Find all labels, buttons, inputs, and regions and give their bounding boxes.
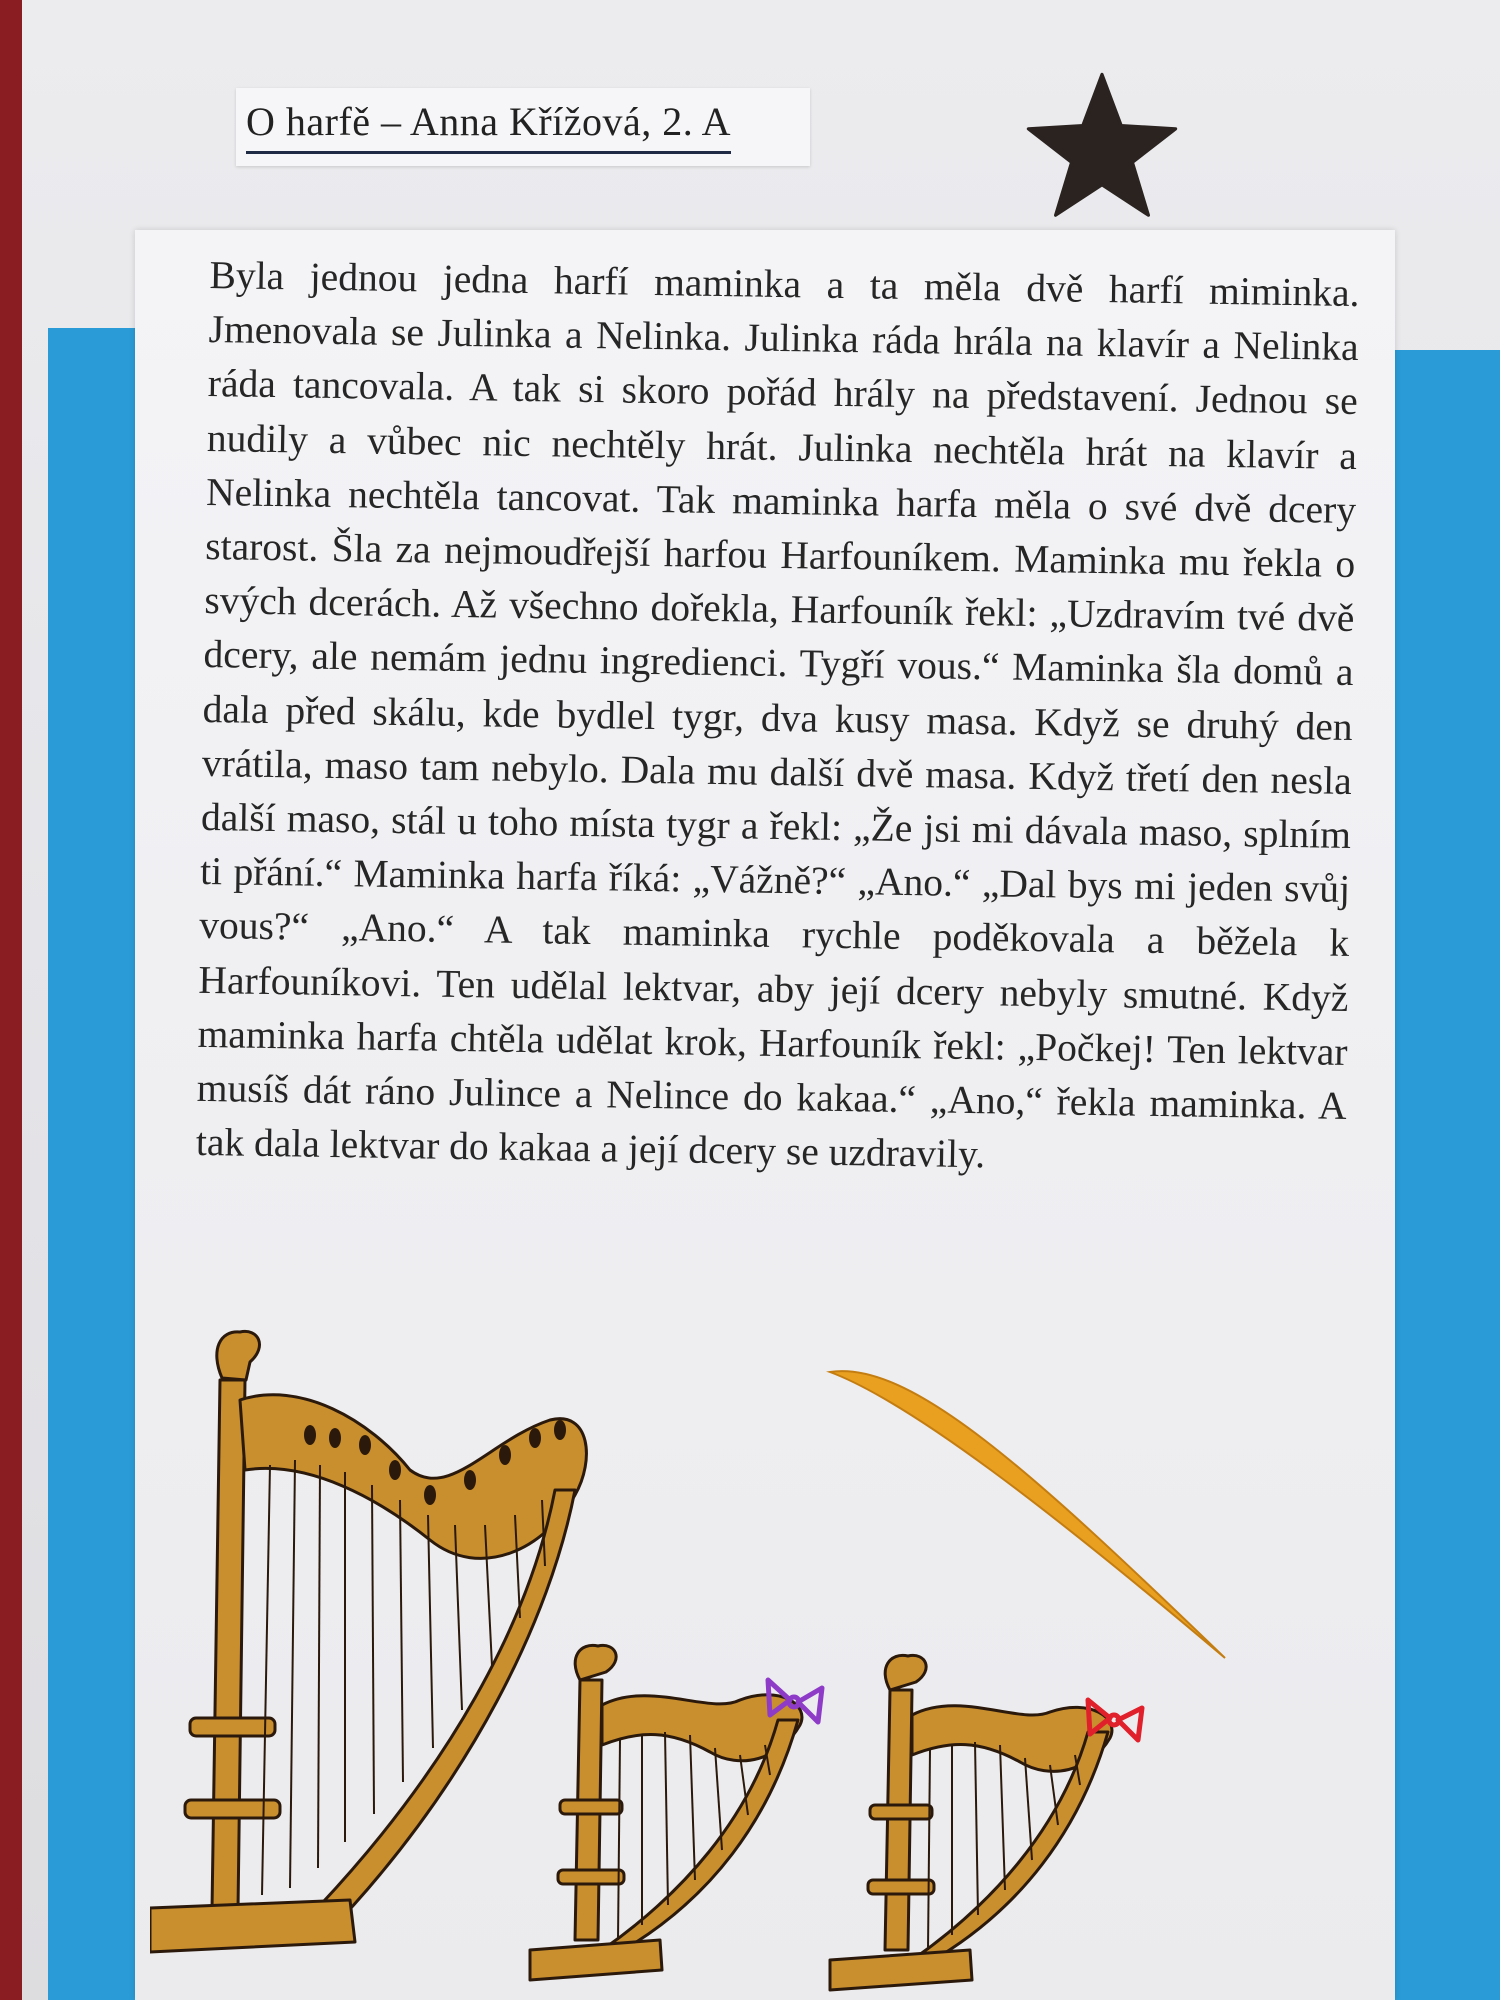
harp-mother-drawing <box>150 1331 586 1952</box>
page-title: O harfě – Anna Křížová, 2. A <box>246 98 731 154</box>
tiger-whisker-drawing <box>830 1371 1225 1658</box>
harp-child-purple-bow-drawing <box>530 1645 822 1980</box>
red-edge-strip <box>0 0 22 2000</box>
harp-child-red-bow-drawing <box>830 1655 1142 1990</box>
star-icon <box>1022 68 1182 228</box>
blue-panel-right <box>1385 350 1500 2000</box>
harp-illustration <box>150 1320 1390 2000</box>
story-text: Byla jednou jedna harfí maminka a ta měla dvě harfí miminka. Jmenovala se Julinka a Nelinka. Julinka ráda hrála na klavír a Nelinka ráda tancovala. A tak si skoro pořád hrály na představení. Jednou se nudily a vůbec nic nechtěly hrát. Julinka nechtěla hrát na klavír a Nelinka nechtěla tancovat. Tak maminka harfa měla o své dvě dcery starost. Šla za nejmoudřejší harfou Harfouníkem. Maminka mu řekla o svých dcerách. Až všechno dořekla, Harfouník řekl: „Uzdravím tvé dvě dcery, ale nemám jednu ingredienci. Tygří vous.“ Maminka šla domů a dala před skálu, kde bydlel tygr, dva kusy masa. Když se druhý den vrátila, maso tam nebylo. Dala mu další dvě masa. Když třetí den nesla další maso, stál u toho místa tygr a řekl: „Že jsi mi dávala maso, splním ti přání.“ Maminka harfa říká: „Vážně?“ „Ano.“ „Dal bys mi jeden svůj vous?“ „Ano.“ A tak maminka rychle poděkovala a běžela k Harfouníkovi. Ten udělal lektvar, aby její dcery nebyly smutné. Když maminka harfa chtěla udělat krok, Harfouník řekl: „Počkej! Ten lektvar musíš dát ráno Julince a Nelince do kakaa.“ „Ano,“ řekla maminka. A tak dala lektvar do kakaa a její dcery se uzdravily. <box>195 252 1360 1177</box>
